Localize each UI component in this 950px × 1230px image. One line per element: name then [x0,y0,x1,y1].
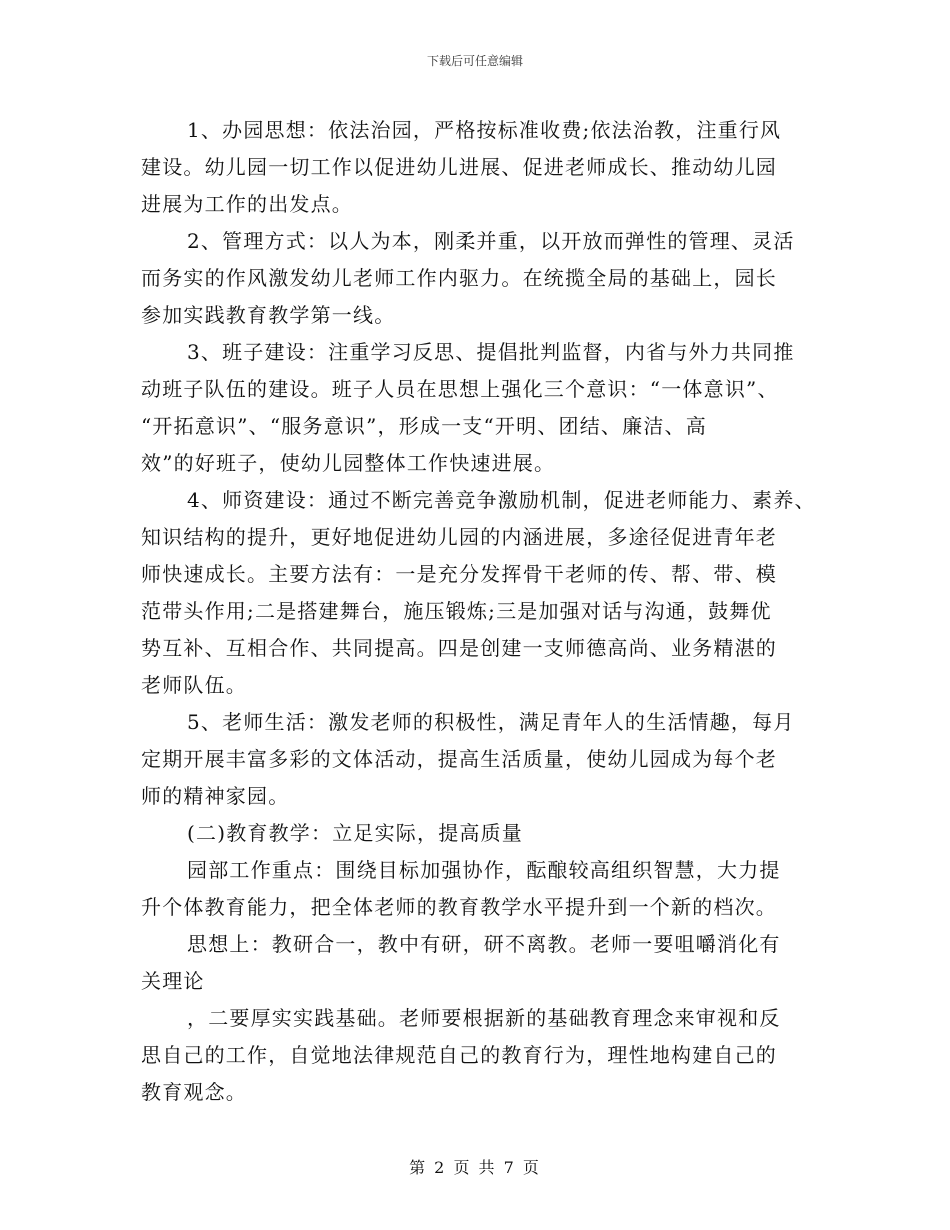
text-line: 2、管理方式：以人为本，刚柔并重，以开放而弹性的管理、灵活 [187,229,795,253]
text-line: 势互补、互相合作、共同提高。四是创建一支师德高尚、业务精湛的 [141,636,777,660]
text-line: 思自己的工作，自觉地法律规范自己的教育行为，理性地构建自己的 [141,1043,777,1067]
section-heading: (二)教育教学：立足实际，提高质量 [187,821,524,845]
text-line: 思想上：教研合一，教中有研，研不离教。老师一要咀嚼消化有 [187,932,781,956]
text-line: 老师队伍。 [141,673,247,697]
text-line: 效”的好班子，使幼儿园整体工作快速进展。 [141,451,556,475]
text-line: ，二要厚实实践基础。老师要根据新的基础教育理念来审视和反 [187,1006,781,1030]
text-line: 参加实践教育教学第一线。 [141,303,396,327]
text-line: 师的精神家园。 [141,784,290,808]
text-line: 范带头作用;二是搭建舞台，施压锻炼;三是加强对话与沟通，鼓舞优 [141,599,772,623]
text-line: 而务实的作风激发幼儿老师工作内驱力。在统揽全局的基础上，园长 [141,266,777,290]
text-line: 进展为工作的出发点。 [141,192,353,216]
text-line: 教育观念。 [141,1080,247,1104]
text-line: 园部工作重点：围绕目标加强协作，酝酿较高组织智慧，大力提 [187,858,781,882]
text-line: 师快速成长。主要方法有：一是充分发挥骨干老师的传、帮、带、模 [141,562,777,586]
text-line: 动班子队伍的建设。班子人员在思想上强化三个意识：“一体意识”、 [141,377,779,401]
text-line: 4、师资建设：通过不断完善竞争激励机制，促进老师能力、素养、 [187,488,816,512]
text-line: 1、办园思想：依法治园，严格按标准收费;依法治教，注重行风 [187,118,782,142]
text-line: “开拓意识”、“服务意识”，形成一支“开明、团结、廉洁、高 [141,414,707,438]
text-line: 建设。幼儿园一切工作以促进幼儿进展、促进老师成长、推动幼儿园 [141,155,777,179]
text-line: 升个体教育能力，把全体老师的教育教学水平提升到一个新的档次。 [141,895,777,919]
text-line: 3、班子建设：注重学习反思、提倡批判监督，内省与外力共同推 [187,340,795,364]
text-line: 定期开展丰富多彩的文体活动，提高生活质量，使幼儿园成为每个老 [141,747,777,771]
text-line: 5、老师生活：激发老师的积极性，满足青年人的生活情趣，每月 [187,710,795,734]
text-line: 关理论 [141,969,205,993]
page-number-footer: 第 2 页 共 7 页 [409,1158,541,1177]
text-line: 知识结构的提升，更好地促进幼儿园的内涵进展，多途径促进青年老 [141,525,777,549]
page-header: 下载后可任意编辑 [426,54,523,68]
